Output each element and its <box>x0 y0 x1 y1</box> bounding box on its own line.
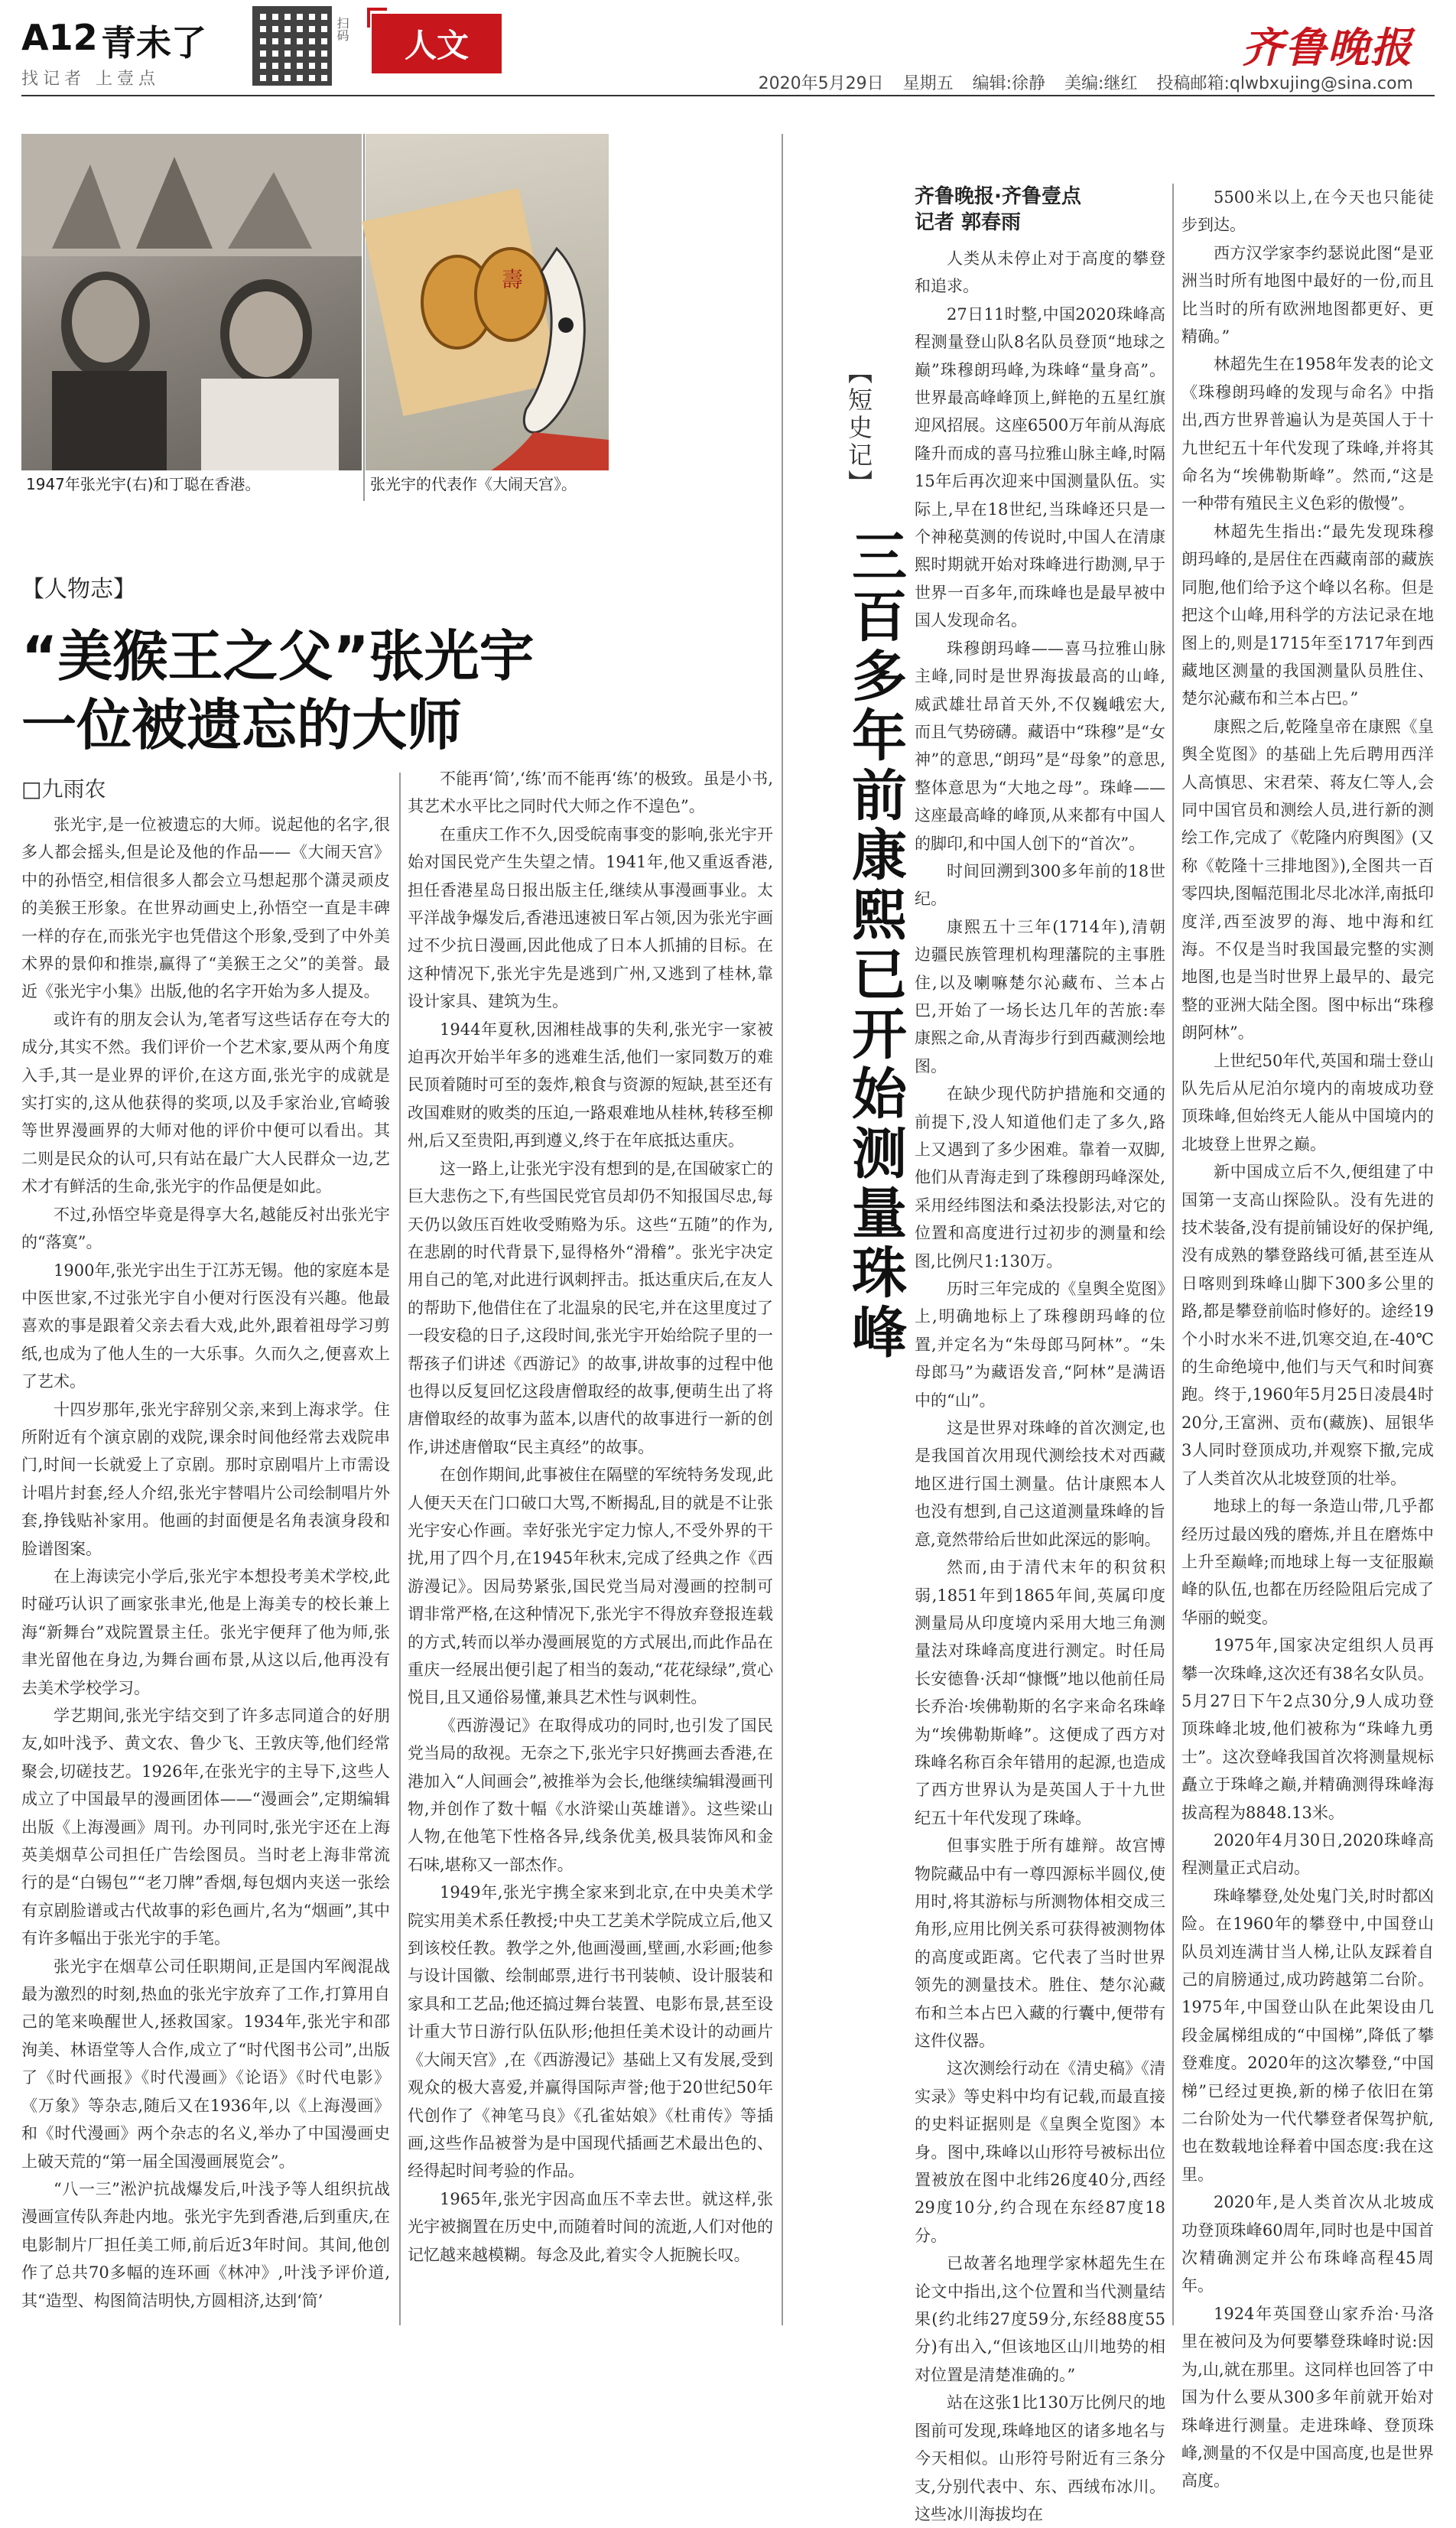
paragraph: 张光宇,是一位被遗忘的大师。说起他的名字,很多人都会摇头,但是论及他的作品——《大闹天宫》中的孙悟空,相信很多人都会立马想起那个潇灵顽皮的美猴王形象。在世界动画史上,孙悟空一直是丰碑一样的存在,而张光宇也凭借这个形象,受到了中外美术界的景仰和推崇,赢得了“美猴王之父”的美誉。最近《张光宇小集》出版,他的名字开始为多人提及。 <box>21 815 390 1001</box>
issue-date: 2020年5月29日 <box>758 74 884 93</box>
paragraph: 但事实胜于所有雄辩。故宫博物院藏品中有一尊四源标半圆仪,使用时,将其游标与所测物体相交成三角形,应用比例关系可获得被测物体的高度或距离。它代表了当时世界领先的测量技术。胜住、楚尔沁藏布和兰本占巴入藏的行囊中,便带有这件仪器。 <box>915 1837 1165 2050</box>
paragraph: 站在这张1比130万比例尺的地图前可发现,珠峰地区的诸多地名与今天相似。山形符号附近有三条分支,分别代表中、东、西绒布冰川。这些冰川海拔均在 <box>915 2393 1165 2523</box>
right-article-column-1 <box>915 245 1165 2523</box>
paragraph: 然而,由于清代末年的积贫积弱,1851年到1865年间,英属印度测量局从印度境内采用大地三角测量法对珠峰高度进行测定。时任局长安德鲁·沃却“慷慨”地以他前任局长乔治·埃佛勒斯的名字来命名珠峰为“埃佛勒斯峰”。这便成了西方对珠峰名称百余年错用的起源,也造成了西方世界认为是英国人于十九世纪五十年代发现了珠峰。 <box>915 1558 1165 1827</box>
paragraph: 康熙五十三年(1714年),清朝边疆民族管理机构理藩院的主事胜住,以及喇嘛楚尔沁藏布、兰本占巴,开始了一场长达几年的苦旅:奉康熙之命,从青海步行到西藏测绘地图。 <box>915 917 1165 1075</box>
left-article-byline: □九雨农 <box>21 776 106 802</box>
paragraph: 在缺少现代防护措施和交通的前提下,没人知道他们走了多久,路上又遇到了多少困难。靠着一双脚,他们从青海走到了珠穆朗玛峰深处,采用经纬图法和桑法投影法,对它的位置和高度进行过初步的测量和绘图,比例尺1:130万。 <box>915 1085 1165 1271</box>
paragraph: 在创作期间,此事被住在隔壁的军统特务发现,此人便天天在门口破口大骂,不断揭乱,目的就是不让张光宇安心作画。幸好张光宇定力惊人,不受外界的干扰,用了四个月,在1945年秋末,完成了经典之作《西游漫记》。因局势紧张,国民党当局对漫画的控制可谓非常严格,在这种情况下,张光宇不得放弃登报连载的方式,转而以举办漫画展览的方式展出,而此作品在重庆一经展出便引起了相当的轰动,“花花绿绿”,赏心悦目,且又通俗易懂,兼具艺术性与讽刺性。 <box>408 1466 773 1707</box>
right-article-reporter: 记者 郭春雨 <box>915 211 1022 234</box>
right-article-title: 三百多年前康熙已开始测量珠峰 <box>843 528 907 1363</box>
column-divider <box>399 773 401 2325</box>
qr-code-icon[interactable] <box>252 6 332 86</box>
paragraph: 人类从未停止对于高度的攀登和追求。 <box>915 249 1165 296</box>
paragraph: 在上海读完小学后,张光宇本想投考美术学校,此时碰巧认识了画家张聿光,他是上海美专的校长兼上海“新舞台”戏院置景主任。张光宇便拜了他为师,张聿光留他在身边,为舞台画布景,从这以后,他再没有去美术学校学习。 <box>21 1567 390 1697</box>
paragraph: 十四岁那年,张光宇辞别父亲,来到上海求学。住所附近有个演京剧的戏院,课余时间他经常去戏院串门,时间一长就爱上了京剧。那时京剧唱片上市需设计唱片封套,经人介绍,张光宇替唱片公司绘制唱片外套,挣钱贴补家用。他画的封面便是名角表演身段和脸谱图案。 <box>21 1400 390 1558</box>
paragraph: 27日11时整,中国2020珠峰高程测量登山队8名队员登顶“地球之巅”珠穆朗玛峰,为珠峰“量身高”。世界最高峰峰顶上,鲜艳的五星红旗迎风招展。这座6500万年前从海底隆升而成的喜马拉雅山脉主峰,时隔15年后再次迎来中国测量队伍。实际上,早在18世纪,当珠峰还只是一个神秘莫测的传说时,中国人在清康熙时期就开始对珠峰进行勘测,早于世界一百多年,而珠峰也是最早被中国人发现命名。 <box>915 304 1165 630</box>
photo-caption-1: 1947年张光宇(右)和丁聪在香港。 <box>21 470 265 496</box>
paragraph: 康熙之后,乾隆皇帝在康熙《皇舆全览图》的基础上先后聘用西洋人高慎思、宋君荣、蒋友仁等人,会同中国官员和测绘人员,进行新的测绘工作,完成了《乾隆内府舆图》(又称《乾隆十三排地图》),全图共一百零四块,图幅范围北尽北冰洋,南抵印度洋,西至波罗的海、地中海和红海。不仅是当时我国最完整的实测地图,也是当时世界上最早的、最完整的亚洲大陆全图。图中标出“珠穆朗阿林”。 <box>1181 717 1434 1043</box>
newspaper-logo: 齐鲁晚报 <box>1242 23 1413 72</box>
issue-meta <box>745 70 1413 94</box>
article-divider <box>782 134 783 2325</box>
paragraph: 珠穆朗玛峰——喜马拉雅山脉主峰,同时是世界海拔最高的山峰,威武雄壮昂首天外,不仅巍峨宏大,而且气势磅礴。藏语中“珠穆”是“女神”的意思,“朗玛”是“母象”的意思,整体意思为“大地之母”。珠峰——这座最高峰的峰顶,从来都有中国人的脚印,和中国人创下的“首次”。 <box>915 639 1165 853</box>
photo-divider <box>363 134 365 501</box>
paragraph: 历时三年完成的《皇舆全览图》上,明确地标上了珠穆朗玛峰的位置,并定名为“朱母郎马阿林”。“朱母郎马”为藏语发音,“阿林”是满语中的“山”。 <box>915 1280 1165 1410</box>
paragraph: 1924年英国登山家乔治·马洛里在被问及为何要攀登珠峰时说:因为,山,就在那里。这同样也回答了中国为什么要从300多年前就开始对珠峰进行测量。走进珠峰、登顶珠峰,测量的不仅是中国高度,也是世界高度。 <box>1181 2304 1434 2491</box>
editor-name: 编辑:徐静 <box>972 74 1046 93</box>
left-article-title-line2: 一位被遗忘的大师 <box>21 693 463 757</box>
paragraph: 2020年,是人类首次从北坡成功登顶珠峰60周年,同时也是中国首次精确测定并公布珠峰高程45周年。 <box>1181 2193 1434 2295</box>
paragraph: 新中国成立后不久,便组建了中国第一支高山探险队。没有先进的技术装备,没有提前铺设好的保护绳,没有成熟的攀登路线可循,甚至连从日喀则到珠峰山脚下300多公里的路,都是攀登前临时修好的。途经19个小时水米不进,饥寒交迫,在-40℃的生命绝境中,他们与天气和时间赛跑。终于,1960年5月25日凌晨4时20分,王富洲、贡布(藏族)、屈银华3人同时登顶成功,并观察下撤,完成了人类首次从北坡登顶的壮举。 <box>1181 1163 1434 1488</box>
paragraph: “八一三”淞沪抗战爆发后,叶浅予等人组织抗战漫画宣传队奔赴内地。张光宇先到香港,后到重庆,在电影制片厂担任美工师,前后近3年时间。其间,他创作了总共70多幅的连环画《林冲》,叶浅予评价道,其“造型、构图简洁明快,方圆相济,达到‘简’ <box>21 2179 390 2310</box>
photo-illustration <box>21 134 362 501</box>
paragraph: 学艺期间,张光宇结交到了许多志同道合的好朋友,如叶浅予、黄文农、鲁少飞、王敦庆等,他们经常聚会,切磋技艺。1926年,在张光宇的主导下,这些人成立了中国最早的漫画团体——“漫画会”,定期编辑出版《上海漫画》周刊。办刊同时,张光宇还在上海英美烟草公司担任广告绘图员。当时老上海非常流行的是“白锡包”“老刀牌”香烟,每包烟内夹送一张绘有京剧脸谱或古代故事的彩色画片,名为“烟画”,其中有许多幅出于张光宇的手笔。 <box>21 1706 390 1948</box>
paragraph: 在重庆工作不久,因受皖南事变的影响,张光宇开始对国民党产生失望之情。1941年,他又重返香港,担任香港星岛日报出版主任,继续从事漫画事业。太平洋战争爆发后,香港迅速被日军占领,因为张光宇画过不少抗日漫画,因此他成了日本人抓捕的目标。在这种情况下,张光宇先是逃到广州,又逃到了桂林,靠设计家具、建筑为生。 <box>408 825 773 1011</box>
left-article-column-2 <box>408 765 773 2329</box>
issue-weekday: 星期五 <box>902 74 954 93</box>
header-rule <box>21 95 1435 96</box>
paragraph: 1900年,张光宇出生于江苏无锡。他的家庭本是中医世家,不过张光宇自小便对行医没有兴趣。他最喜欢的事是跟着父亲去看大戏,此外,跟着祖母学习剪纸,也成为了他人生的一大乐事。久而久之,便喜欢上了艺术。 <box>21 1261 390 1391</box>
artwork-illustration <box>366 134 609 501</box>
paragraph: 时间回溯到300多年前的18世纪。 <box>915 861 1165 909</box>
paragraph: 1949年,张光宇携全家来到北京,在中央美术学院实用美术系任教授;中央工艺美术学院成立后,他又到该校任教。教学之外,他画漫画,壁画,水彩画;他参与设计国徽、绘制邮票,进行书刊装帧、设计服装和家具和工艺品;他还搞过舞台装置、电影布景,甚至设计重大节日游行队伍队形;他担任美术设计的动画片《大闹天宫》,在《西游漫记》基础上又有发展,受到观众的极大喜爱,并赢得国际声誉;他于20世纪50年代创作了《神笔马良》《孔雀姑娘》《杜甫传》等插画,这些作品被誉为是中国现代插画艺术最出色的、经得起时间考验的作品。 <box>408 1883 773 2181</box>
page-number: A12 <box>21 17 98 58</box>
left-article-title-line1: “美猴王之父”张光宇 <box>21 624 535 688</box>
paragraph: 2020年4月30日,2020珠峰高程测量正式启动。 <box>1181 1830 1434 1878</box>
paragraph: 这一路上,让张光宇没有想到的是,在国破家亡的巨大悲伤之下,有些国民党官员却仍不知报国尽忠,每天仍以敛压百姓收受贿赂为乐。这些“五随”的作为,在悲剧的时代背景下,显得格外“滑稽”。张光宇决定用自己的笔,对此进行讽刺抨击。抵达重庆后,在友人的帮助下,他借住在了北温泉的民宅,并在这里度过了一段安稳的日子,这段时间,张光宇开始给院子里的一帮孩子们讲述《西游记》的故事,讲故事的过程中他也得以反复回忆这段唐僧取经的故事,便萌生出了将唐僧取经的故事为蓝本,以唐代的故事进行一新的创作,讲述唐僧取“民主真经”的故事。 <box>408 1159 773 1456</box>
column-divider-right <box>1172 184 1174 2325</box>
svg-text:壽: 壽 <box>502 267 524 292</box>
paragraph: 林超先生在1958年发表的论文《珠穆朗玛峰的发现与命名》中指出,西方世界普遍认为是英国人于十九世纪五十年代发现了珠峰,并将其命名为“埃佛勒斯峰”。然而,“这是一种带有殖民主义色彩的傲慢”。 <box>1181 355 1434 513</box>
photo-havoc-in-heaven <box>366 134 609 501</box>
submission-email: 投稿邮箱:qlwbxujing@sina.com <box>1156 74 1413 93</box>
paragraph: 西方汉学家李约瑟说此图“是亚洲当时所有地图中最好的一份,而且比当时的所有欧洲地图都更好、更精确。” <box>1181 243 1434 347</box>
photo-caption-2: 张光宇的代表作《大闹天宫》。 <box>366 470 581 496</box>
left-article-kicker: 【人物志】 <box>21 576 136 603</box>
paragraph: 林超先生指出:“最先发现珠穆朗玛峰的,是居住在西藏南部的藏族同胞,他们给予这个峰以名称。但是把这个山峰,用科学的方法记录在地图上的,则是1715年至1717年到西藏地区测量的我国测量队员胜住、楚尔沁藏布和兰本占巴。” <box>1181 522 1434 708</box>
section-name: 青未了 <box>101 22 206 63</box>
paragraph: 1944年夏秋,因湘桂战事的失利,张光宇一家被迫再次开始半年多的逃难生活,他们一家同数万的难民顶着随时可至的轰炸,粮食与资源的短缺,甚至还有改国难财的败类的压迫,一路艰难地从桂林,转移至柳州,后又至贵阳,再到遵义,终于在年底抵达重庆。 <box>408 1020 773 1150</box>
left-article-column-1 <box>21 811 390 2329</box>
paragraph: 已故著名地理学家林超先生在论文中指出,这个位置和当代测量结果(约北纬27度59分,东经88度55分)有出入,“但该地区山川地势的相对位置是清楚准确的。” <box>915 2254 1165 2384</box>
paragraph: 张光宇在烟草公司任职期间,正是国内军阀混战最为激烈的时刻,热血的张光宇放弃了工作,打算用自己的笔来唤醒世人,拯救国家。1934年,张光宇和邵洵美、林语堂等人合作,成立了“时代图书公司”,出版了《时代画报》《时代漫画》《论语》《时代电影》《万象》等杂志,随后又在1936年,以《上海漫画》和《时代漫画》两个杂志的名义,举办了中国漫画史上破天荒的“第一届全国漫画展览会”。 <box>21 1957 390 2171</box>
editor-slogan: 找记者 上壹点 <box>21 70 160 89</box>
right-article-column-2 <box>1181 184 1434 2491</box>
paragraph: 1965年,张光宇因高血压不幸去世。就这样,张光宇被搁置在历史中,而随着时间的流逝,人们对他的记忆越来越模糊。每念及此,着实令人扼腕长叹。 <box>408 2189 773 2264</box>
paragraph: 地球上的每一条造山带,几乎都经历过最凶残的磨炼,并且在磨炼中上升至巅峰;而地球上每一支征服巅峰的队伍,也都在历经险阻后完成了华丽的蜕变。 <box>1181 1497 1434 1627</box>
paragraph: 这是世界对珠峰的首次测定,也是我国首次用现代测绘技术对西藏地区进行国土测量。估计康熙本人也没有想到,自己这道测量珠峰的旨意,竟然带给后世如此深远的影响。 <box>915 1419 1165 1549</box>
paragraph: 这次测绘行动在《清史稿》《清实录》等史料中均有记载,而最直接的史料证据则是《皇舆全览图》本身。图中,珠峰以山形符号被标出位置被放在图中北纬26度40分,西经29度10分,约合现在东经87度18分。 <box>915 2059 1165 2245</box>
paragraph: 珠峰攀登,处处鬼门关,时时都凶险。在1960年的攀登中,中国登山队员刘连满甘当人梯,让队友踩着自己的肩膀通过,成功跨越第二台阶。1975年,中国登山队在此架设由几段金属梯组成的“中国梯”,降低了攀登难度。2020年的这次攀登,“中国梯”已经过更换,新的梯子依旧在第二台阶处为一代代攀登者保驾护航,也在数载地诠释着中国态度:我在这里。 <box>1181 1886 1434 2184</box>
right-article-source-name: 齐鲁晚报·齐鲁壹点 <box>915 185 1081 208</box>
right-article-kicker: 【短史记】 <box>844 360 873 497</box>
paragraph: 或许有的朋友会认为,笔者写这些话存在夸大的成分,其实不然。我们评价一个艺术家,要从两个角度入手,其一是业界的评价,在这方面,张光宇的成就是实打实的,这从他获得的奖项,以及手家治业,官崎骏等世界漫画界的大师对他的评价中便可以看出。其二则是民众的认可,只有站在最广大人民群众一边,艺术才有鲜活的生命,张光宇的作品便是如此。 <box>21 1010 390 1196</box>
paragraph: 不能再‘简’,‘练’而不能再‘练’的极致。虽是小书,其艺术水平比之同时代大师之作不遑色”。 <box>408 769 773 816</box>
photo-zhang-and-ding <box>21 134 362 501</box>
paragraph: 不过,孙悟空毕竟是得享大名,越能反衬出张光宇的“落寞”。 <box>21 1205 390 1252</box>
qr-label: 扫码 <box>335 17 349 41</box>
paragraph: 《西游漫记》在取得成功的同时,也引发了国民党当局的敌视。无奈之下,张光宇只好携画去香港,在港加入“人间画会”,被推举为会长,他继续编辑漫画刊物,并创作了数十幅《水浒梁山英雄谱》。这些梁山人物,在他笔下性格各异,线条优美,极具装饰风和金石味,堪称又一部杰作。 <box>408 1716 773 1874</box>
paragraph: 5500米以上,在今天也只能徒步到达。 <box>1181 188 1434 235</box>
paragraph: 1975年,国家决定组织人员再攀一次珠峰,这次还有38名女队员。5月27日下午2点30分,9人成功登顶珠峰北坡,他们被称为“珠峰九勇士”。这次登峰我国首次将测量规标矗立于珠峰之巅,并精确测得珠峰海拔高程为8848.13米。 <box>1181 1636 1434 1822</box>
designer-name: 美编:继红 <box>1064 74 1138 93</box>
right-article-source <box>915 184 1081 236</box>
column-tag: 人文 <box>372 14 502 73</box>
paragraph: 上世纪50年代,英国和瑞士登山队先后从尼泊尔境内的南坡成功登顶珠峰,但始终无人能从中国境内的北坡登上世界之巅。 <box>1181 1051 1434 1153</box>
